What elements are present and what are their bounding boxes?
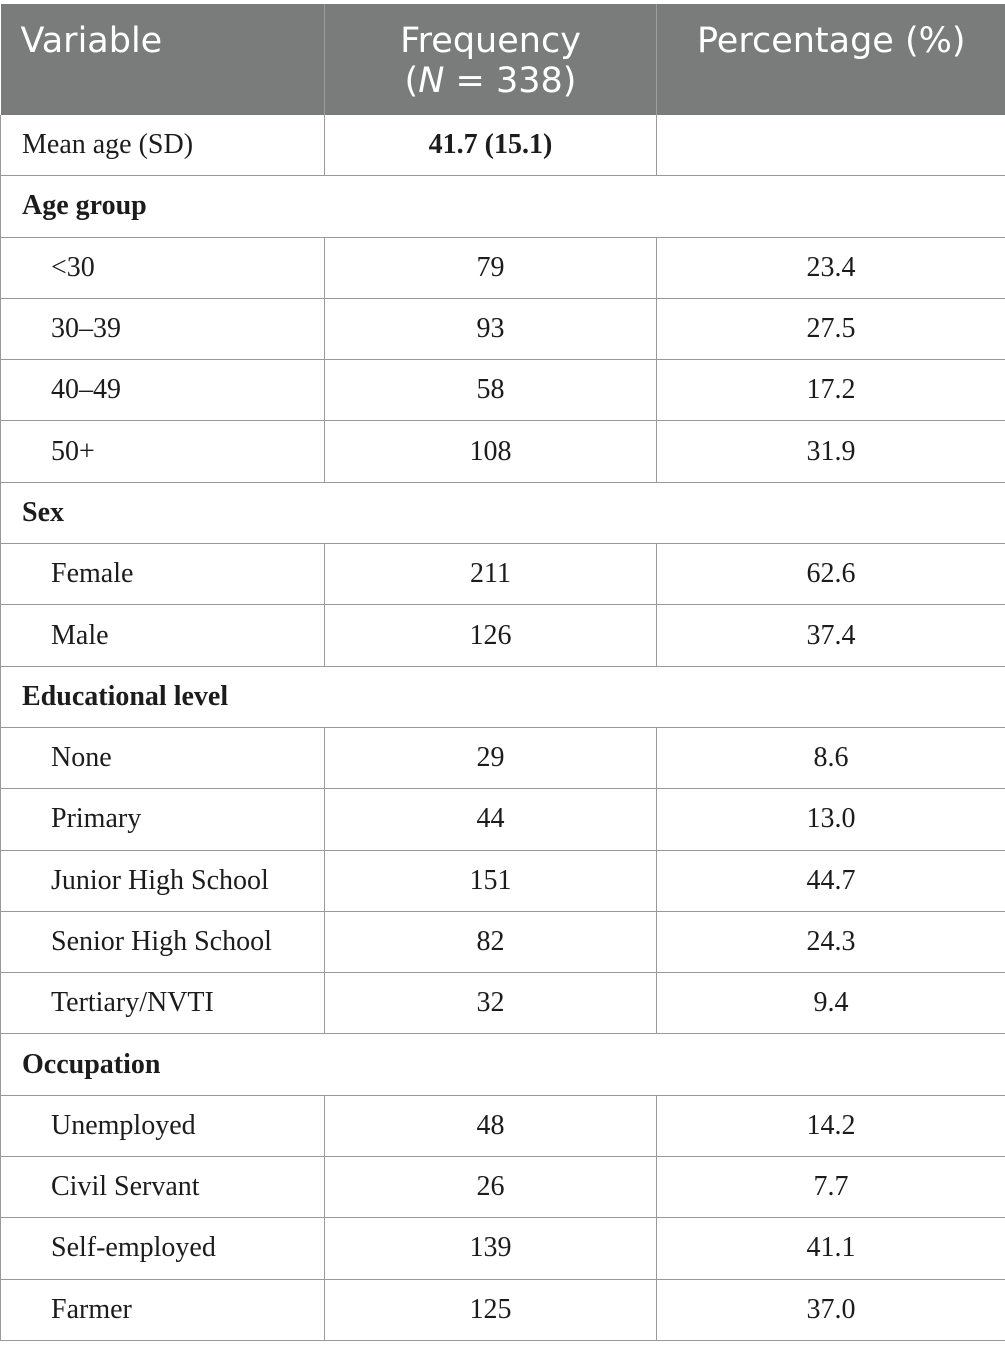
row-label: Unemployed <box>1 1095 325 1156</box>
row-label: Self-employed <box>1 1218 325 1279</box>
row-percentage: 7.7 <box>657 1157 1005 1218</box>
mean-age-pct <box>657 115 1005 176</box>
row-frequency: 151 <box>325 850 657 911</box>
section-header-age-group <box>1 176 1005 237</box>
section-title: Educational level <box>1 666 1005 727</box>
row-label: Primary <box>1 789 325 850</box>
row-percentage: 24.3 <box>657 911 1005 972</box>
row-frequency: 26 <box>325 1157 657 1218</box>
section-header-educational-level <box>1 666 1005 727</box>
table-row <box>1 850 1005 911</box>
header-frequency-open: ( <box>404 61 419 101</box>
table-container <box>0 4 1005 1341</box>
row-frequency: 211 <box>325 544 657 605</box>
row-frequency: 139 <box>325 1218 657 1279</box>
row-frequency: 93 <box>325 298 657 359</box>
table-row <box>1 1218 1005 1279</box>
row-label: 40–49 <box>1 360 325 421</box>
table-row <box>1 237 1005 298</box>
section-header-occupation <box>1 1034 1005 1095</box>
row-percentage: 23.4 <box>657 237 1005 298</box>
header-frequency-count: = 338) <box>444 61 577 101</box>
table-row <box>1 421 1005 482</box>
row-frequency: 125 <box>325 1279 657 1340</box>
row-label: Civil Servant <box>1 1157 325 1218</box>
table-row <box>1 360 1005 421</box>
header-variable: Variable <box>1 5 325 115</box>
header-frequency <box>325 5 657 115</box>
mean-age-row <box>1 115 1005 176</box>
table-row <box>1 605 1005 666</box>
header-percentage: Percentage (%) <box>657 5 1005 115</box>
row-frequency: 82 <box>325 911 657 972</box>
table-row <box>1 973 1005 1034</box>
row-label: Male <box>1 605 325 666</box>
row-percentage: 8.6 <box>657 727 1005 788</box>
row-frequency: 48 <box>325 1095 657 1156</box>
row-percentage: 14.2 <box>657 1095 1005 1156</box>
header-frequency-label: Frequency <box>400 21 581 61</box>
header-frequency-n: N <box>418 61 445 101</box>
row-label: 50+ <box>1 421 325 482</box>
row-percentage: 27.5 <box>657 298 1005 359</box>
row-label: Farmer <box>1 1279 325 1340</box>
row-frequency: 32 <box>325 973 657 1034</box>
row-label: 30–39 <box>1 298 325 359</box>
table-row <box>1 911 1005 972</box>
table-row <box>1 1095 1005 1156</box>
row-percentage: 9.4 <box>657 973 1005 1034</box>
section-title: Sex <box>1 482 1005 543</box>
table-row <box>1 727 1005 788</box>
row-percentage: 44.7 <box>657 850 1005 911</box>
table-row <box>1 298 1005 359</box>
row-frequency: 29 <box>325 727 657 788</box>
row-percentage: 37.0 <box>657 1279 1005 1340</box>
table-row <box>1 544 1005 605</box>
row-label: <30 <box>1 237 325 298</box>
section-title: Occupation <box>1 1034 1005 1095</box>
row-label: Senior High School <box>1 911 325 972</box>
row-percentage: 31.9 <box>657 421 1005 482</box>
row-label: Junior High School <box>1 850 325 911</box>
row-label: Tertiary/NVTI <box>1 973 325 1034</box>
table-body <box>1 115 1005 1341</box>
demographics-table <box>0 4 1005 1341</box>
table-row <box>1 1157 1005 1218</box>
table-row <box>1 789 1005 850</box>
row-frequency: 58 <box>325 360 657 421</box>
row-percentage: 17.2 <box>657 360 1005 421</box>
row-label: None <box>1 727 325 788</box>
row-percentage: 62.6 <box>657 544 1005 605</box>
row-frequency: 79 <box>325 237 657 298</box>
row-frequency: 126 <box>325 605 657 666</box>
row-frequency: 44 <box>325 789 657 850</box>
row-percentage: 37.4 <box>657 605 1005 666</box>
table-row <box>1 1279 1005 1340</box>
mean-age-value: 41.7 (15.1) <box>325 115 657 176</box>
row-percentage: 41.1 <box>657 1218 1005 1279</box>
table-header <box>1 5 1005 115</box>
section-header-sex <box>1 482 1005 543</box>
section-title: Age group <box>1 176 1005 237</box>
row-frequency: 108 <box>325 421 657 482</box>
row-percentage: 13.0 <box>657 789 1005 850</box>
mean-age-label: Mean age (SD) <box>1 115 325 176</box>
row-label: Female <box>1 544 325 605</box>
header-row <box>1 5 1005 115</box>
